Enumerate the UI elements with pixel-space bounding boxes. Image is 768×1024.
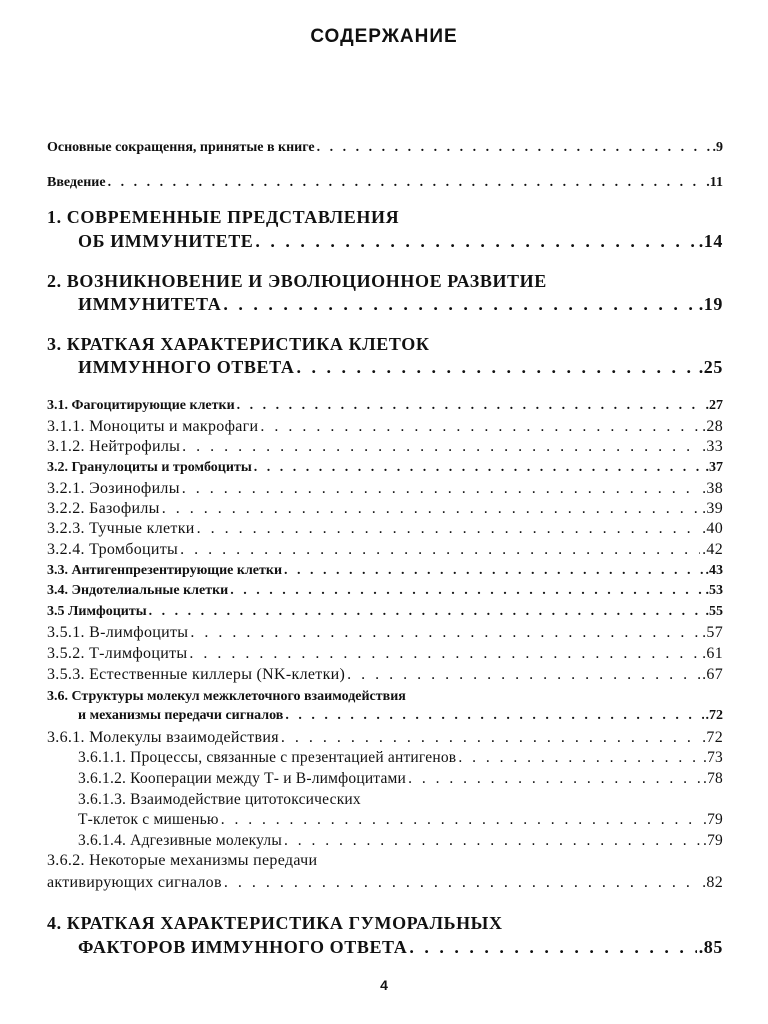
- toc-entry-title: 3.2. Гранулоциты и тромбоциты: [47, 460, 252, 475]
- toc-section-3-5-3: [47, 666, 723, 684]
- leader-dots: [281, 729, 700, 747]
- leader-dots: [221, 811, 701, 829]
- leader-dots: [197, 520, 700, 538]
- toc-entry-page: .53: [705, 583, 723, 598]
- toc-entry-page: .79: [703, 832, 723, 849]
- toc-entry-title: 3.5.1. В-лимфоциты: [47, 624, 189, 641]
- toc-entry-title: ОБ ИММУНИТЕТЕ: [78, 231, 254, 251]
- toc-entry-title: и механизмы передачи сигналов: [78, 708, 284, 723]
- leader-dots: [189, 645, 700, 663]
- toc-section-3-5-1: [47, 624, 723, 642]
- toc-section-3-5: [47, 604, 723, 620]
- toc-entry-page: .9: [712, 140, 723, 155]
- toc-entry-abbreviations: [47, 140, 723, 156]
- toc-entry-title: 3.6.1.1. Процессы, связанные с презентацией антигенов: [78, 749, 457, 766]
- toc-entry-title: 3.4. Эндотелиальные клетки: [47, 583, 229, 598]
- leader-dots: [149, 604, 704, 620]
- toc-entry-page: .57: [702, 624, 723, 641]
- leader-dots: [180, 541, 700, 559]
- toc-entry-page: .78: [703, 770, 723, 787]
- toc-entry-page: .73: [703, 749, 723, 766]
- toc-section-3-6-2: [47, 874, 723, 892]
- toc-entry-title: 3.1.1. Моноциты и макрофаги: [47, 418, 259, 435]
- toc-section-3-1-1: [47, 418, 723, 436]
- toc-section-3-6-1-2: [78, 770, 723, 788]
- toc-entry-title: активирующих сигналов: [47, 874, 222, 891]
- toc-entry-title: 3.1.2. Нейтрофилы: [47, 438, 181, 455]
- leader-dots: [254, 460, 704, 476]
- toc-entry-page: .28: [702, 418, 723, 435]
- leader-dots: [223, 294, 696, 315]
- toc-section-3-2-1: [47, 480, 723, 498]
- leader-dots: [230, 583, 703, 599]
- toc-entry-page: .19: [698, 294, 723, 314]
- toc-section-3-6-1-4: [78, 832, 723, 850]
- toc-entry-page: .39: [702, 500, 723, 517]
- leader-dots: [296, 357, 696, 378]
- leader-dots: [347, 666, 700, 684]
- toc-section-3-6-line1: 3.6. Структуры молекул межклеточного взаимодействия: [47, 689, 406, 704]
- toc-entry-introduction: [47, 175, 723, 191]
- toc-chapter-1: [78, 231, 723, 252]
- toc-entry-page: .11: [706, 175, 723, 190]
- toc-section-3-2-3: [47, 520, 723, 538]
- toc-entry-page: .14: [698, 231, 723, 251]
- toc-chapter-1-line1: 1. СОВРЕМЕННЫЕ ПРЕДСТАВЛЕНИЯ: [47, 207, 400, 227]
- toc-chapter-3: [78, 357, 723, 378]
- toc-section-3-2-2: [47, 500, 723, 518]
- leader-dots: [182, 480, 700, 498]
- toc-entry-title: 3.1. Фагоцитирующие клетки: [47, 398, 235, 413]
- leader-dots: [317, 140, 711, 156]
- toc-entry-title: 3.2.4. Тромбоциты: [47, 541, 179, 558]
- toc-entry-page: .82: [702, 874, 723, 891]
- toc-entry-page: .55: [705, 604, 723, 619]
- toc-entry-title: Т-клеток с мишенью: [78, 811, 219, 828]
- toc-section-3-2-4: [47, 541, 723, 559]
- toc-entry-title: 3.3. Антигенпрезентирующие клетки: [47, 563, 283, 578]
- toc-entry-title: 3.5.2. Т-лимфоциты: [47, 645, 188, 662]
- leader-dots: [284, 563, 703, 579]
- toc-entry-page: .72: [705, 708, 723, 723]
- leader-dots: [408, 770, 701, 788]
- toc-entry-title: 3.5.3. Естественные киллеры (NK-клетки): [47, 666, 346, 683]
- toc-entry-title: 3.2.3. Тучные клетки: [47, 520, 195, 537]
- toc-entry-page: .43: [705, 563, 723, 578]
- leader-dots: [260, 418, 700, 436]
- toc-section-3-3: [47, 563, 723, 579]
- toc-entry-title: 3.2.1. Эозинофилы: [47, 480, 180, 497]
- toc-entry-title: 3.5 Лимфоциты: [47, 604, 147, 619]
- toc-entry-page: .37: [705, 460, 723, 475]
- leader-dots: [108, 175, 705, 191]
- toc-entry-title: ФАКТОРОВ ИММУННОГО ОТВЕТА: [78, 937, 408, 957]
- toc-section-3-6-1-3-line1: 3.6.1.3. Взаимодействие цитотоксических: [78, 791, 361, 808]
- toc-chapter-2: [78, 294, 723, 315]
- toc-section-3-2: [47, 460, 723, 476]
- leader-dots: [458, 749, 701, 767]
- toc-entry-title: 3.2.2. Базофилы: [47, 500, 160, 517]
- leader-dots: [162, 500, 700, 518]
- toc-section-3-6-2-line1: 3.6.2. Некоторые механизмы передачи: [47, 852, 318, 869]
- toc-entry-page: .72: [702, 729, 723, 746]
- toc-section-3-6-1: [47, 729, 723, 747]
- toc-entry-title: Основные сокращення, принятые в книге: [47, 140, 315, 155]
- toc-entry-title: 3.6.1.4. Адгезивные молекулы: [78, 832, 282, 849]
- leader-dots: [182, 438, 700, 456]
- toc-entry-title: 3.6.1.2. Кооперации между Т- и В-лимфоцитами: [78, 770, 407, 787]
- toc-entry-page: .85: [698, 937, 723, 957]
- page-number: 4: [380, 977, 388, 993]
- toc-section-3-4: [47, 583, 723, 599]
- page-title: СОДЕРЖАНИЕ: [310, 26, 458, 47]
- toc-entry-page: .79: [703, 811, 723, 828]
- toc-entry-title: 3.6.1. Молекулы взаимодействия: [47, 729, 279, 746]
- leader-dots: [255, 231, 696, 252]
- toc-entry-page: .40: [702, 520, 723, 537]
- toc-entry-title: ИММУННОГО ОТВЕТА: [78, 357, 295, 377]
- leader-dots: [190, 624, 700, 642]
- leader-dots: [237, 398, 704, 414]
- toc-entry-page: .33: [702, 438, 723, 455]
- toc-entry-title: Введение: [47, 175, 106, 190]
- toc-entry-page: .27: [705, 398, 723, 413]
- toc-entry-page: .61: [702, 645, 723, 662]
- toc-chapter-4: [78, 937, 723, 958]
- toc-chapter-2-line1: 2. ВОЗНИКНОВЕНИЕ И ЭВОЛЮЦИОННОЕ РАЗВИТИЕ: [47, 271, 547, 291]
- leader-dots: [224, 874, 700, 892]
- toc-chapter-3-line1: 3. КРАТКАЯ ХАРАКТЕРИСТИКА КЛЕТОК: [47, 334, 430, 354]
- toc-chapter-4-line1: 4. КРАТКАЯ ХАРАКТЕРИСТИКА ГУМОРАЛЬНЫХ: [47, 913, 503, 933]
- toc-section-3-5-2: [47, 645, 723, 663]
- toc-section-3-6-1-1: [78, 749, 723, 767]
- toc-entry-page: .38: [702, 480, 723, 497]
- toc-entry-title: ИММУНИТЕТА: [78, 294, 222, 314]
- toc-entry-page: .25: [698, 357, 723, 377]
- toc-section-3-6: [78, 708, 723, 724]
- toc-entry-page: .42: [702, 541, 723, 558]
- toc-section-3-1-2: [47, 438, 723, 456]
- toc-section-3-1: [47, 398, 723, 414]
- leader-dots: [409, 937, 696, 958]
- leader-dots: [284, 832, 701, 850]
- toc-section-3-6-1-3: [78, 811, 723, 829]
- toc-entry-page: .67: [702, 666, 723, 683]
- leader-dots: [285, 708, 703, 724]
